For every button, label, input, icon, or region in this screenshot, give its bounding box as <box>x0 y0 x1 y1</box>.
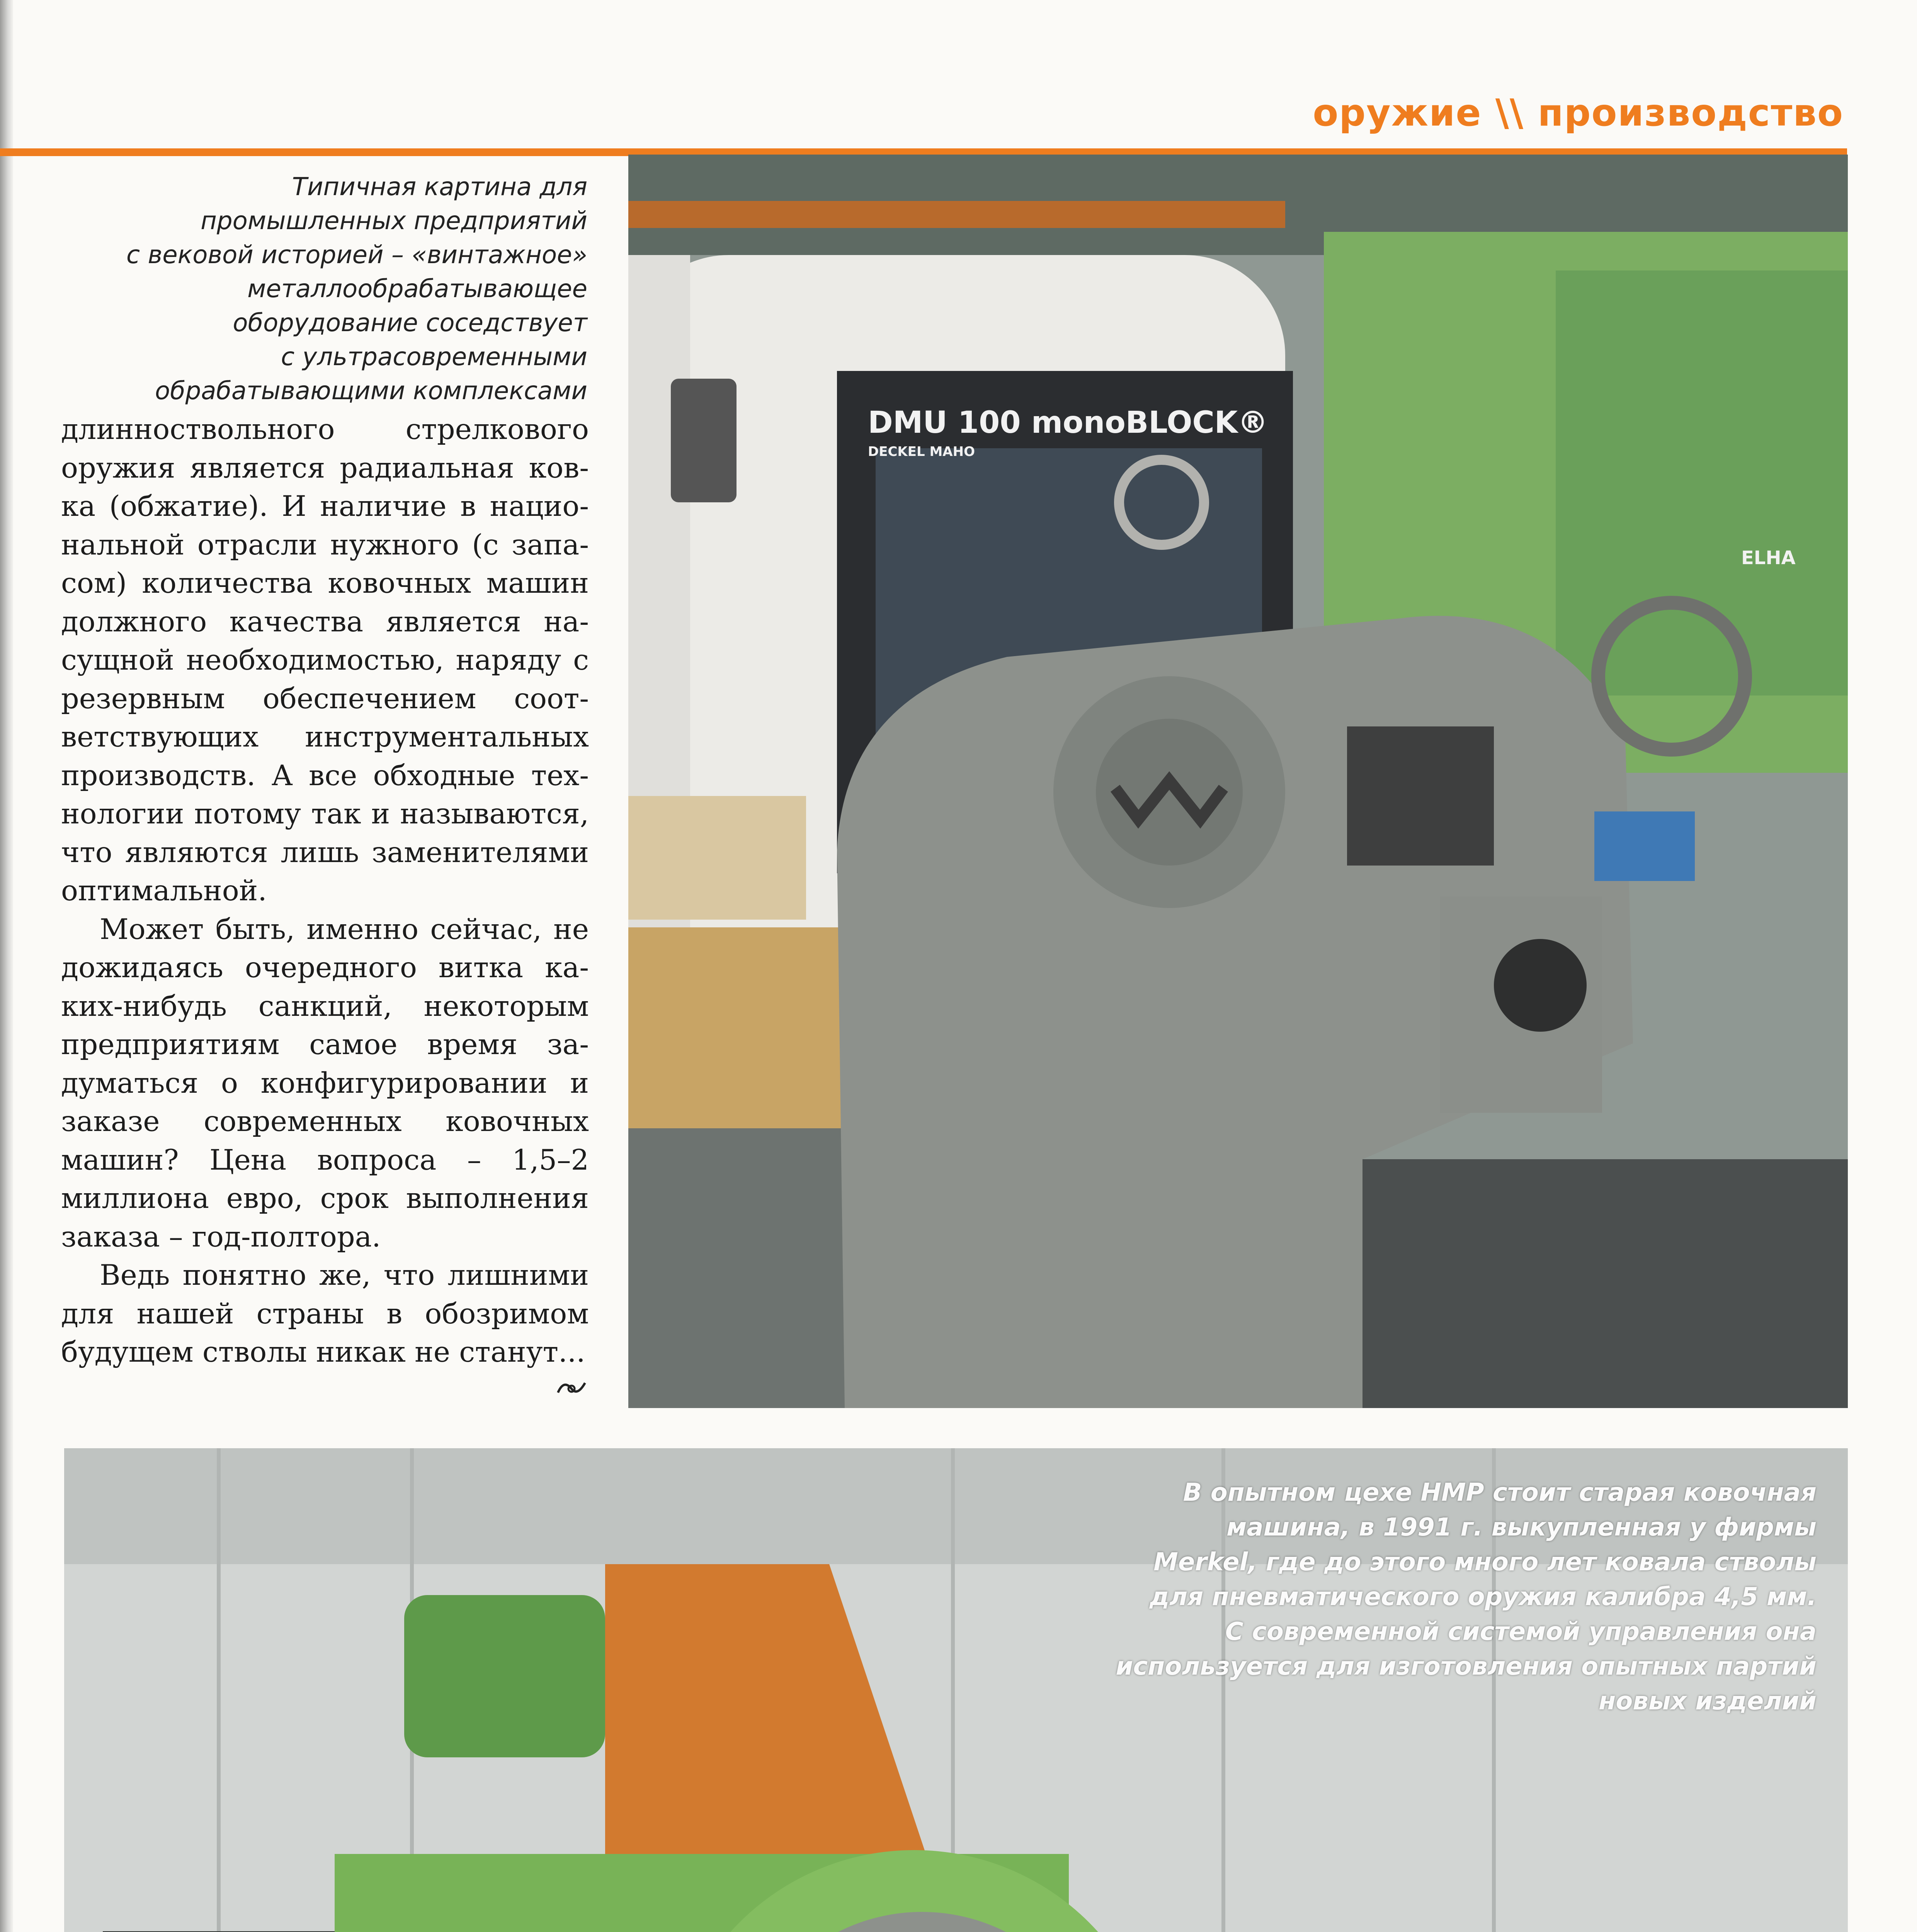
caption-line: Типичная картина для <box>292 173 587 201</box>
caption-line: промышленных предприятий <box>201 207 587 235</box>
caption-line: металлообрабатывающее <box>247 275 587 303</box>
caption-line: Merkel, где до этого много лет ковала стволы <box>1153 1548 1817 1577</box>
caption-line: обрабатывающими комплексами <box>155 377 587 405</box>
caption-line: новых изделий <box>1599 1687 1817 1716</box>
top-photo <box>628 155 1848 1408</box>
bottom-photo-caption <box>966 1475 1817 1719</box>
workshop-photo-illustration <box>628 155 1848 1408</box>
caption-line: В опытном цехе HMP стоит старая ковочная <box>1183 1478 1817 1507</box>
section-rubric: оружие \\ производство <box>1313 91 1844 134</box>
caption-line: машина, в 1991 г. выкупленная у фирмы <box>1226 1513 1817 1542</box>
machine-brand-label: DMU 100 monoBLOCK® <box>868 405 1268 440</box>
machine-maker-label: DECKEL MAHO <box>868 444 975 459</box>
caption-line: для пневматического оружия калибра 4,5 мм. <box>1149 1583 1817 1611</box>
page-spine <box>0 0 13 1932</box>
caption-line: оборудование соседствует <box>233 309 587 337</box>
caption-line: с вековой историей – «винтажное» <box>126 241 587 269</box>
article-paragraph: длинноствольного стрелкового оружия является радиальная ковка (обжатие). И наличие в национальной отрасли нужного (с запасом) количества ковочных машин должного качества является насущной необходимостью, наряду с резервным обеспечением соответствующих инструментальных производств. А все обходные технологии потому так и называются, что являются лишь заменителями оптимальной. <box>61 413 589 907</box>
end-of-article-icon <box>554 1377 589 1400</box>
caption-line: используется для изготовления опытных партий <box>1116 1652 1817 1681</box>
caption-line: с ультрасовременными <box>281 343 587 371</box>
article-paragraph: Может быть, именно сейчас, не дожидаясь очередного витка каких-нибудь санкций, некоторым предприятиям самое время задуматься о конфигурировании и заказе современных ковочных машин? Цена вопроса – 1,5–2 миллиона евро, срок выполнения заказа – год-полтора. <box>61 913 589 1253</box>
article-body <box>61 410 589 1400</box>
article-paragraph-text: Ведь понятно же, что лишними для нашей страны в обозримом будущем стволы никак не станут... <box>61 1259 589 1369</box>
caption-line: С современной системой управления она <box>1225 1617 1817 1646</box>
machine-side-label: ELHA <box>1741 547 1796 569</box>
top-photo-caption <box>62 170 587 408</box>
article-paragraph <box>61 1256 589 1372</box>
